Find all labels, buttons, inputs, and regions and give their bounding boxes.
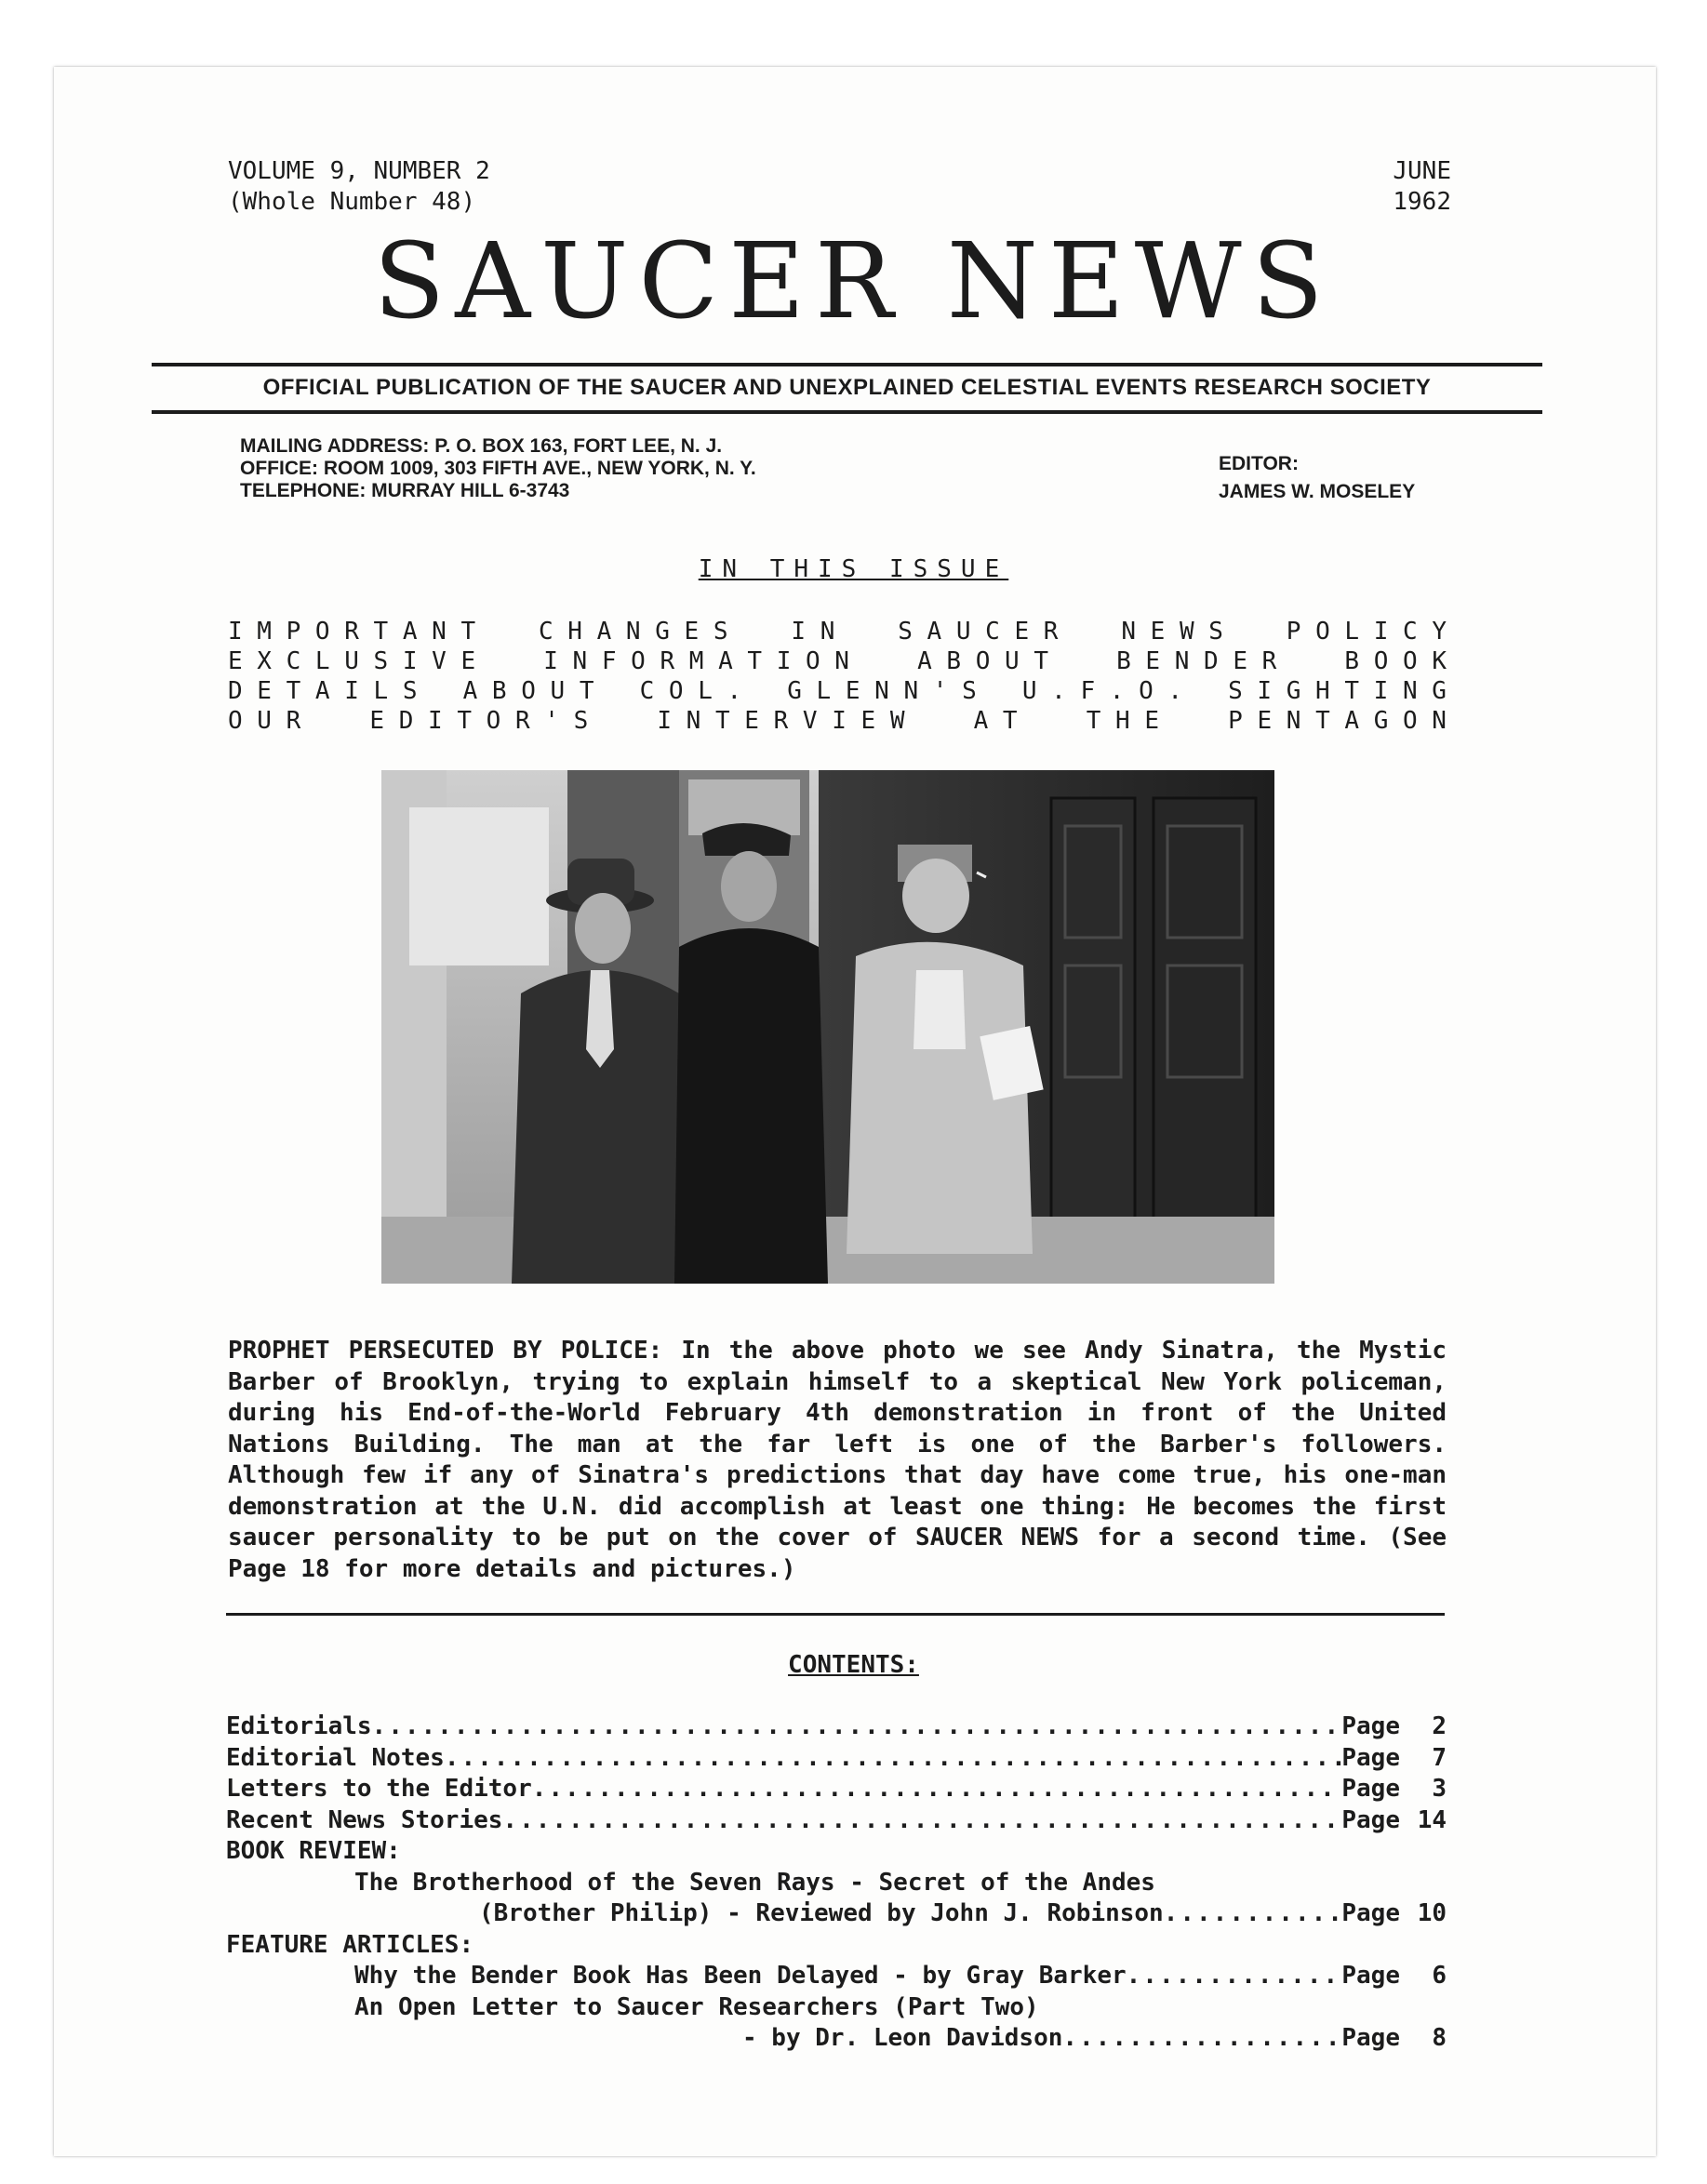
issue-word: I N T E R V I E W — [657, 707, 905, 735]
toc-page-word: Page — [1341, 1712, 1400, 1740]
photo-caption: PROPHET PERSECUTED BY POLICE: In the above photo we see Andy Sinatra, the Mystic Barber of Brooklyn, trying to explain himself to a skeptical New York policeman, during his End-of-the-World February 4th demonstration in front of the United Nations Building. The man at the far left is one of the Barber's followers. Although few if any of Sinatra's predictions that day have come true, his one-man demonstration at the U.N. did accomplish at least one thing: He becomes the first saucer personality to be put on the cover of SAUCER NEWS for a second time. (See Page 18 for more details and pictures.) — [228, 1337, 1447, 1583]
toc-title: Editorials — [226, 1712, 372, 1740]
in-this-issue-text: IN THIS ISSUE — [698, 555, 1009, 583]
toc-leader — [1127, 1961, 1342, 1992]
toc-page-word: Page — [1341, 2024, 1400, 2052]
toc-section-label: BOOK REVIEW: — [226, 1837, 401, 1865]
issue-word: B O O K — [1344, 647, 1447, 675]
toc-row[interactable] — [226, 1774, 1447, 1805]
contents-heading — [0, 1651, 1707, 1679]
issue-word: P E N T A G O N — [1228, 707, 1447, 735]
issue-word: T H E — [1086, 707, 1160, 735]
toc-page-number: 8 — [1432, 2024, 1447, 2052]
toc-section-label: FEATURE ARTICLES: — [226, 1930, 474, 1959]
toc-page-number: 7 — [1432, 1743, 1447, 1772]
toc-title: Recent News Stories — [226, 1805, 503, 1834]
masthead-rule-top — [152, 363, 1542, 366]
toc-page-word: Page — [1341, 1775, 1400, 1803]
toc-section-feature-articles — [226, 1930, 1447, 1962]
toc-leader — [502, 1805, 1341, 1837]
issue-month: JUNE — [1393, 157, 1451, 185]
issue-word: N E W S — [1121, 618, 1223, 646]
toc-page-word: Page — [1341, 1899, 1400, 1927]
toc-row[interactable] — [226, 1743, 1447, 1775]
issue-word: E X C L U S I V E — [228, 647, 476, 675]
issue-line — [228, 676, 1447, 706]
issue-word: I N F O R M A T I O N — [543, 647, 849, 675]
issue-word: P O L I C Y — [1286, 618, 1447, 646]
issue-year: 1962 — [1393, 188, 1451, 216]
editor-name: JAMES W. MOSELEY — [1219, 481, 1416, 502]
issue-line — [228, 646, 1447, 676]
issue-word: I N — [791, 618, 835, 646]
toc-row[interactable] — [226, 1961, 1447, 1992]
toc-row[interactable] — [226, 2023, 1447, 2055]
toc-page-number: 2 — [1432, 1712, 1447, 1740]
issue-word: D E T A I L S — [228, 677, 418, 705]
toc-page-word: Page — [1341, 1805, 1400, 1834]
issue-word: S I G H T I N G — [1228, 677, 1447, 705]
toc-title: Letters to the Editor — [226, 1775, 532, 1803]
mailing-address: MAILING ADDRESS: P. O. BOX 163, FORT LEE, N. J. — [240, 435, 723, 457]
toc-leader — [372, 1711, 1342, 1743]
toc-page-number: 14 — [1417, 1805, 1447, 1834]
masthead-title: SAUCER NEWS — [373, 221, 1334, 342]
issue-word: G L E N N ' S — [787, 677, 977, 705]
editor-label: EDITOR: — [1219, 453, 1299, 474]
toc-page-number: 6 — [1432, 1962, 1447, 1990]
toc-page-number: 3 — [1432, 1775, 1447, 1803]
cover-photo — [381, 770, 1274, 1284]
issue-word: B E N D E R — [1116, 647, 1277, 675]
toc-leader — [1062, 2023, 1341, 2055]
toc-title: An Open Letter to Saucer Researchers (Part Two) — [354, 1992, 1039, 2021]
toc-page-word: Page — [1341, 1743, 1400, 1772]
masthead-rule-bottom — [152, 410, 1542, 414]
issue-word: A T — [973, 707, 1018, 735]
toc-book-review-title[interactable] — [226, 1868, 1447, 1899]
volume-line: VOLUME 9, NUMBER 2 — [228, 157, 490, 185]
contents-heading-text: CONTENTS: — [788, 1651, 919, 1679]
issue-word: O U R — [228, 707, 301, 735]
toc-author: - by Dr. Leon Davidson — [742, 2024, 1063, 2052]
toc-section-book-review — [226, 1836, 1447, 1868]
issue-word: S A U C E R — [898, 618, 1059, 646]
toc-page-number: 10 — [1417, 1899, 1447, 1927]
toc-leader — [1164, 1898, 1342, 1930]
toc-row[interactable] — [226, 1898, 1447, 1930]
toc-title: (Brother Philip) - Reviewed by John J. Robinson — [479, 1899, 1164, 1927]
telephone: TELEPHONE: MURRAY HILL 6-3743 — [240, 480, 570, 501]
issue-word: A B O U T — [917, 647, 1048, 675]
toc-row[interactable] — [226, 1805, 1447, 1837]
issue-word: U . F . O . — [1021, 677, 1183, 705]
issue-line — [228, 617, 1447, 646]
office-address: OFFICE: ROOM 1009, 303 FIFTH AVE., NEW YORK, N. Y. — [240, 458, 756, 479]
in-this-issue-list — [228, 617, 1447, 736]
issue-word: C O L . — [639, 677, 742, 705]
address-block — [240, 435, 756, 502]
toc-title: Why the Bender Book Has Been Delayed - by Gray Barker — [354, 1962, 1127, 1990]
toc-title: The Brotherhood of the Seven Rays - Secret of the Andes — [354, 1868, 1155, 1897]
issue-word: C H A N G E S — [539, 618, 728, 646]
editor-block — [1219, 450, 1415, 506]
toc-leader — [532, 1774, 1342, 1805]
toc-row[interactable] — [226, 1711, 1447, 1743]
toc-feature-title[interactable] — [226, 1992, 1447, 2024]
in-this-issue-heading — [0, 555, 1707, 583]
issue-line — [228, 706, 1447, 736]
toc-page-word: Page — [1341, 1962, 1400, 1990]
toc-title: Editorial Notes — [226, 1743, 445, 1772]
official-publication-line: OFFICIAL PUBLICATION OF THE SAUCER AND UNEXPLAINED CELESTIAL EVENTS RESEARCH SOCIETY — [262, 375, 1432, 400]
issue-word: A B O U T — [462, 677, 594, 705]
toc-leader — [445, 1743, 1342, 1775]
table-of-contents — [226, 1711, 1447, 2055]
issue-word: I M P O R T A N T — [228, 618, 476, 646]
issue-date — [1330, 156, 1451, 218]
contents-divider — [226, 1613, 1445, 1616]
issue-word: E D I T O R ' S — [369, 707, 589, 735]
whole-number: (Whole Number 48) — [228, 188, 476, 216]
volume-info — [228, 156, 490, 218]
